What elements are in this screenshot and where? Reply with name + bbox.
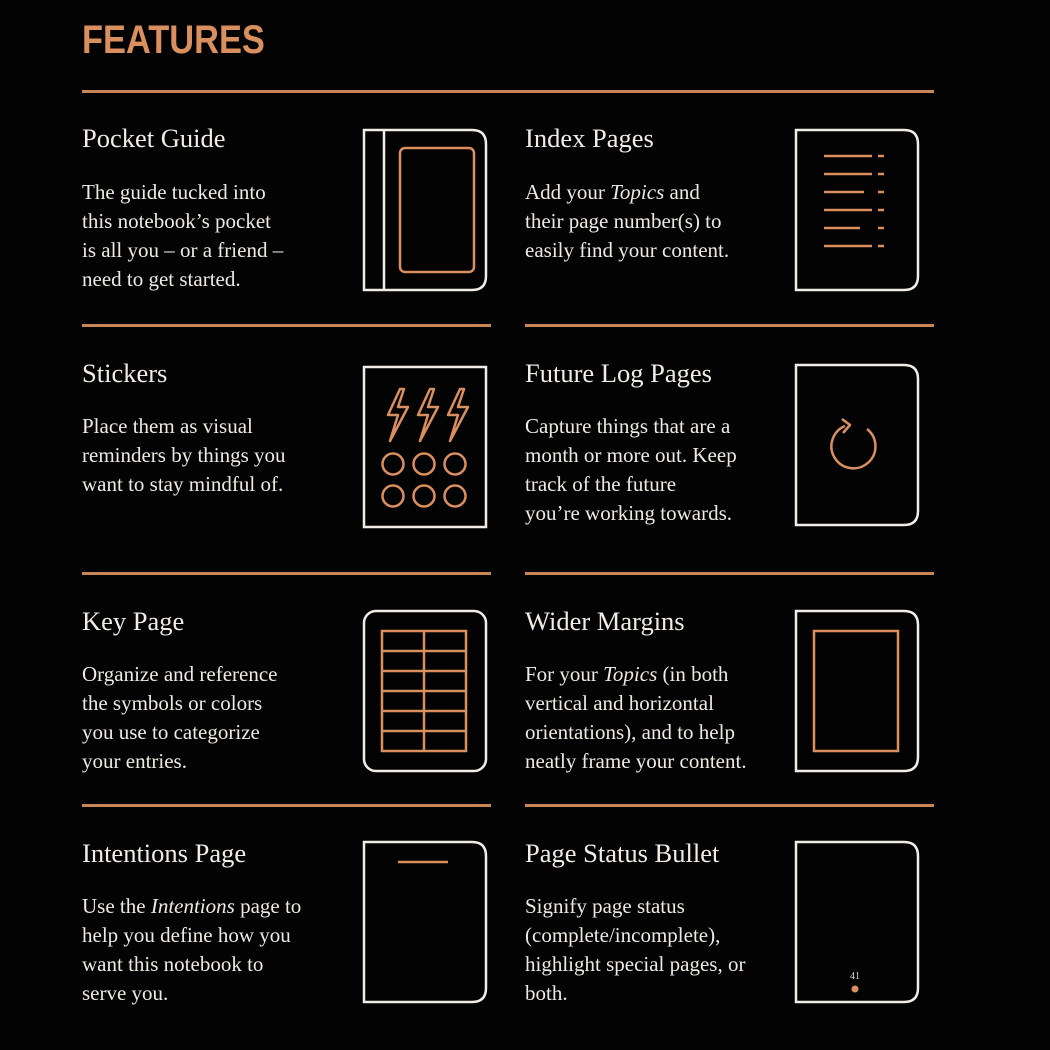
feature-description: [82, 178, 283, 294]
feature-description: [525, 892, 745, 1008]
feature-title: Index Pages: [525, 123, 654, 153]
feature-description: [525, 412, 737, 528]
description-line: [82, 921, 301, 950]
feature-description: [82, 892, 301, 1008]
page-title: FEATURES: [82, 18, 265, 62]
text-run: serve you.: [82, 981, 169, 1005]
text-run: vertical and horizontal: [525, 691, 714, 715]
feature-description: [525, 178, 729, 265]
description-line: [82, 265, 283, 294]
divider-row2-right: [525, 572, 934, 575]
feature-title: Intentions Page: [82, 838, 247, 868]
wider-margins-icon: [794, 609, 920, 773]
feature-description: [82, 660, 277, 776]
description-line: [82, 660, 277, 689]
emphasized-text: Topics: [610, 180, 665, 204]
text-run: reminders by things you: [82, 443, 286, 467]
text-run: help you define how you: [82, 923, 291, 947]
feature-title: Key Page: [82, 606, 185, 636]
description-line: [525, 660, 747, 689]
emphasized-text: Intentions: [150, 894, 235, 918]
text-run: both.: [525, 981, 568, 1005]
description-line: [525, 892, 745, 921]
description-line: [82, 441, 286, 470]
feature-title: Future Log Pages: [525, 358, 712, 388]
text-run: Organize and reference: [82, 662, 278, 686]
feature-title: Wider Margins: [525, 606, 685, 636]
description-line: [82, 718, 277, 747]
description-line: [525, 718, 747, 747]
text-run: this notebook’s pocket: [82, 209, 271, 233]
text-run: page to: [234, 894, 302, 918]
feature-description: [82, 412, 286, 499]
divider-row1-left: [82, 324, 491, 327]
feature-title: Stickers: [82, 358, 168, 388]
description-line: [82, 236, 283, 265]
text-run: want to stay mindful of.: [82, 472, 284, 496]
description-line: [525, 499, 737, 528]
description-line: [525, 979, 745, 1008]
text-run: highlight special pages, or: [525, 952, 746, 976]
description-line: [82, 178, 283, 207]
text-run: your entries.: [82, 749, 187, 773]
description-line: [525, 689, 747, 718]
text-run: Use the: [82, 894, 151, 918]
description-line: [82, 892, 301, 921]
text-run: (in both: [657, 662, 729, 686]
divider-row3-right: [525, 804, 934, 807]
text-run: orientations), and to help: [525, 720, 735, 744]
intentions-page-icon: [362, 840, 488, 1004]
description-line: [82, 207, 283, 236]
divider-row2-left: [82, 572, 491, 575]
text-run: and: [664, 180, 700, 204]
description-line: [525, 236, 729, 265]
text-run: track of the future: [525, 472, 677, 496]
text-run: The guide tucked into: [82, 180, 266, 204]
description-line: [82, 950, 301, 979]
text-run: Add your: [525, 180, 611, 204]
text-run: Place them as visual: [82, 414, 253, 438]
page-status-bullet-icon: [794, 840, 920, 1004]
pocket-guide-icon: [362, 128, 488, 292]
text-run: is all you – or a friend –: [82, 238, 284, 262]
key-page-icon: [362, 609, 488, 773]
text-run: (complete/incomplete),: [525, 923, 721, 947]
text-run: For your: [525, 662, 604, 686]
description-line: [525, 178, 729, 207]
description-line: [525, 747, 747, 776]
page-number: 41: [850, 971, 860, 982]
text-run: you use to categorize: [82, 720, 260, 744]
feature-description: [525, 660, 747, 776]
description-line: [82, 412, 286, 441]
description-line: [525, 412, 737, 441]
text-run: you’re working towards.: [525, 501, 733, 525]
description-line: [82, 470, 286, 499]
description-line: [525, 207, 729, 236]
text-run: want this notebook to: [82, 952, 264, 976]
text-run: need to get started.: [82, 267, 241, 291]
description-line: [525, 441, 737, 470]
text-run: Signify page status: [525, 894, 685, 918]
description-line: [82, 979, 301, 1008]
description-line: [525, 950, 745, 979]
emphasized-text: Topics: [603, 662, 658, 686]
text-run: the symbols or colors: [82, 691, 263, 715]
divider-row1-right: [525, 324, 934, 327]
divider-row3-left: [82, 804, 491, 807]
text-run: month or more out. Keep: [525, 443, 737, 467]
text-run: Capture things that are a: [525, 414, 731, 438]
divider-top: [82, 90, 934, 93]
description-line: [525, 470, 737, 499]
index-pages-icon: [794, 128, 920, 292]
feature-title: Pocket Guide: [82, 123, 226, 153]
future-log-icon: [794, 363, 920, 527]
text-run: easily find your content.: [525, 238, 730, 262]
feature-title: Page Status Bullet: [525, 838, 720, 868]
description-line: [525, 921, 745, 950]
status-bullet: [852, 986, 859, 993]
description-line: [82, 747, 277, 776]
text-run: neatly frame your content.: [525, 749, 747, 773]
text-run: their page number(s) to: [525, 209, 722, 233]
description-line: [82, 689, 277, 718]
stickers-icon: [362, 365, 488, 529]
